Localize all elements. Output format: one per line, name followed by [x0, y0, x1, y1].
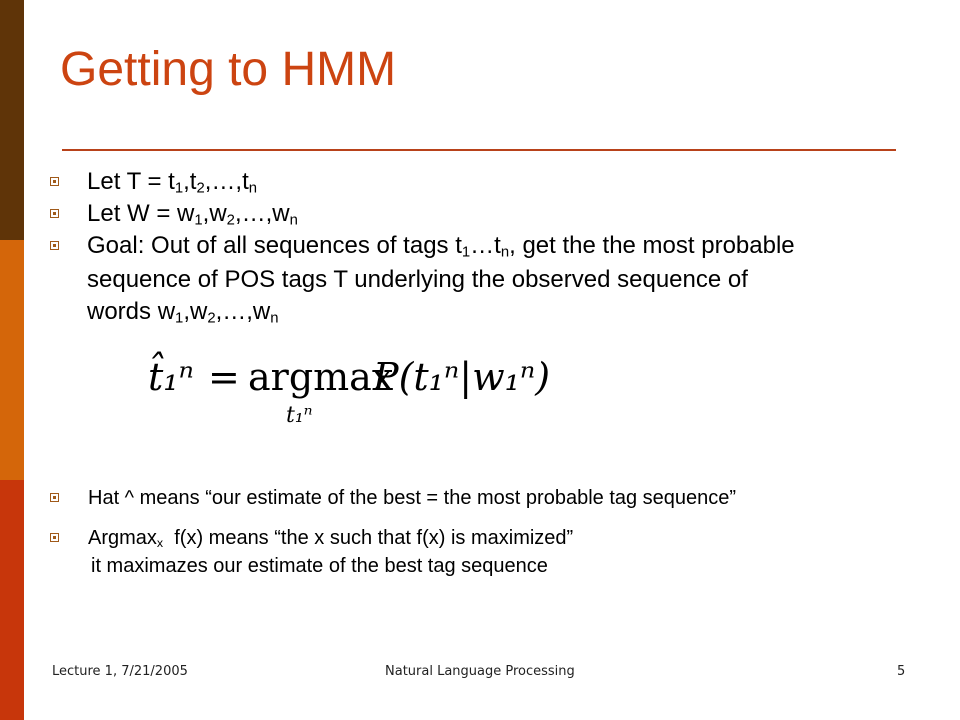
bullet-goal-line-3: words $w_1,w_2,\dots,w_n$: [87, 298, 279, 327]
formula-rhs: P(t₁ⁿ|w₁ⁿ): [373, 355, 551, 399]
bullet-argmax-meaning: Argmax$_x$ f(x) means “the x such that f(x) is maximized”: [88, 527, 574, 551]
side-band-top: [0, 0, 24, 240]
argmax-continuation: it maximazes our estimate of the best tag sequence: [91, 555, 548, 577]
footer-course-title: Natural Language Processing: [385, 664, 575, 679]
bullet-square-icon: [50, 533, 59, 542]
bullet-goal-line-1: Goal: Out of all sequences of tags $t_1\dots t_n$, get the the most probable: [87, 232, 795, 261]
formula-argmax: argmax: [248, 355, 394, 399]
bullet-square-icon: [50, 209, 59, 218]
argmax-formula: [148, 345, 551, 445]
bullet-goal-line-2: sequence of POS tags T underlying the observed sequence of: [87, 266, 748, 293]
bullet-let-w: Let $W = w_1,w_2,\dots,w_n$: [87, 200, 298, 229]
formula-lhs: t̂₁ⁿ: [148, 355, 194, 399]
slide-title: Getting to HMM: [60, 43, 397, 96]
formula-equals: =: [208, 355, 240, 399]
footer-lecture-date: Lecture 1, 7/21/2005: [52, 664, 188, 679]
footer-page-number: 5: [897, 664, 906, 679]
bullet-square-icon: [50, 241, 59, 250]
bullet-hat-meaning: Hat ^ means “our estimate of the best = the most probable tag sequence”: [88, 487, 737, 509]
bullet-let-t: Let $T = t_1,t_2,\dots,t_n$: [87, 168, 258, 197]
title-rule: [62, 149, 896, 151]
bullet-square-icon: [50, 177, 59, 186]
formula-argmax-subscript: t₁ⁿ: [286, 403, 313, 428]
side-band-bottom: [0, 480, 24, 720]
bullet-square-icon: [50, 493, 59, 502]
side-band-middle: [0, 240, 24, 480]
